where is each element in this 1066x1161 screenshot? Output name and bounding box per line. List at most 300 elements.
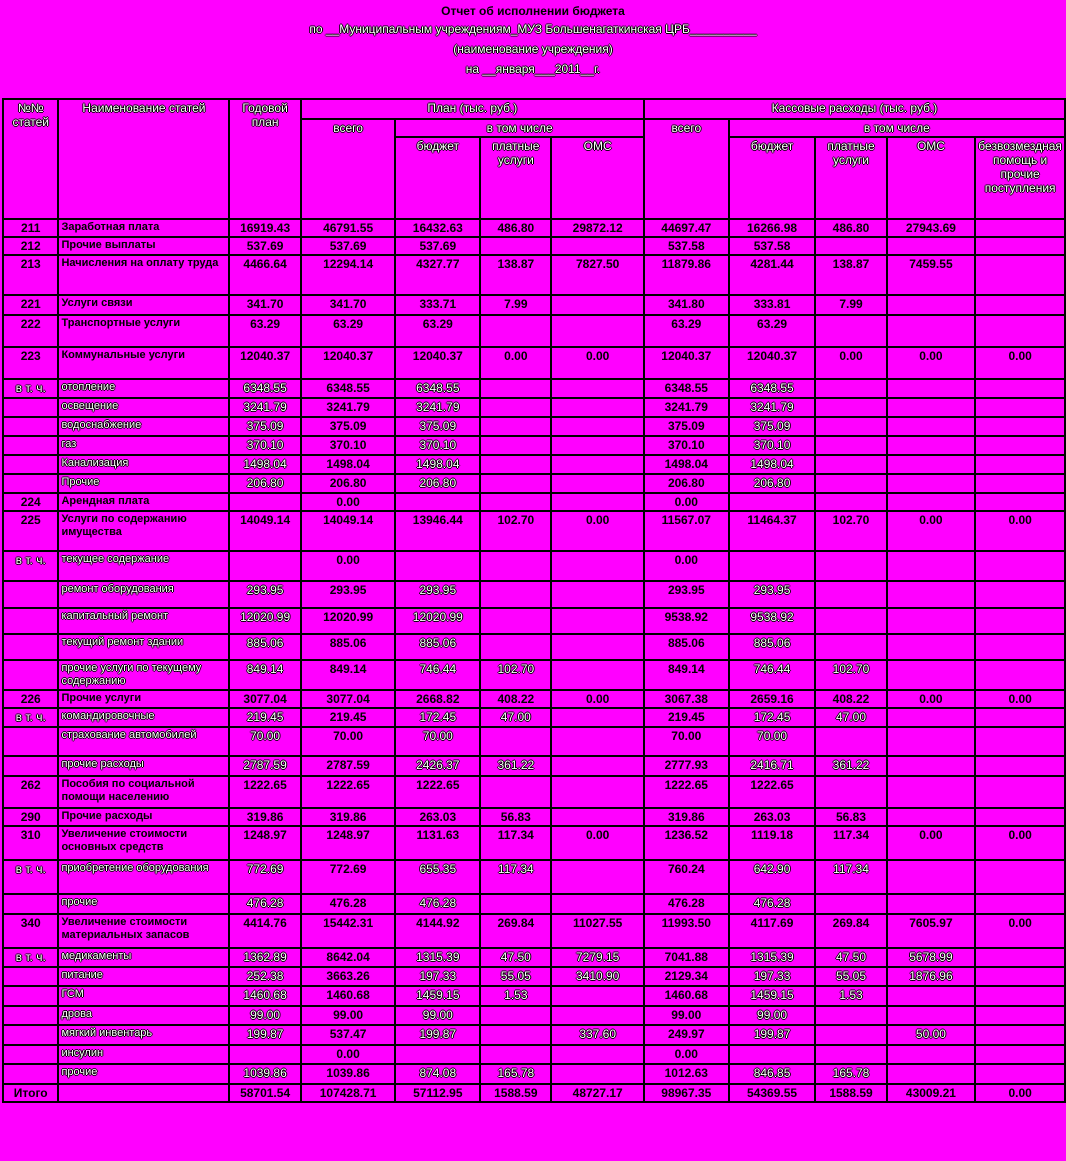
row-value: 249.97	[644, 1025, 729, 1045]
row-value: 107428.71	[301, 1084, 396, 1102]
row-value	[975, 948, 1065, 967]
row-value: 341.70	[229, 295, 300, 315]
row-value: 16266.98	[729, 219, 816, 237]
row-value	[480, 776, 551, 808]
row-value: 7279.15	[551, 948, 643, 967]
row-value	[887, 634, 976, 660]
row-value: 6348.55	[644, 379, 729, 398]
col-header-code: №№ статей	[3, 99, 58, 219]
col-header-annual: Годовой план	[229, 99, 300, 219]
row-name: страхование автомобилей	[58, 727, 229, 756]
row-value: 0.00	[551, 511, 643, 551]
row-value: 172.45	[729, 708, 816, 727]
row-value	[551, 727, 643, 756]
row-value: 14049.14	[229, 511, 300, 551]
row-value	[551, 1045, 643, 1064]
row-code: 221	[3, 295, 58, 315]
row-name: капитальный ремонт	[58, 608, 229, 634]
row-value	[975, 634, 1065, 660]
row-value	[729, 493, 816, 511]
row-name: водоснабжение	[58, 417, 229, 436]
table-row	[3, 581, 1065, 608]
row-value	[480, 634, 551, 660]
row-value	[229, 493, 300, 511]
table-row	[3, 1025, 1065, 1045]
row-value: 0.00	[887, 826, 976, 860]
row-value: 269.84	[815, 914, 886, 948]
row-value	[480, 894, 551, 914]
row-value: 4117.69	[729, 914, 816, 948]
row-value: 476.28	[301, 894, 396, 914]
row-value: 117.34	[815, 860, 886, 894]
row-value: 7.99	[480, 295, 551, 315]
row-name: Увеличение стоимости материальных запасов	[58, 914, 229, 948]
row-value: 29872.12	[551, 219, 643, 237]
row-value	[480, 493, 551, 511]
row-code	[3, 455, 58, 474]
row-value: 655.35	[395, 860, 480, 894]
row-value	[975, 436, 1065, 455]
row-value	[887, 986, 976, 1006]
col-header-plan-oms: ОМС	[551, 137, 643, 219]
row-name: прочие	[58, 894, 229, 914]
row-value: 1460.68	[644, 986, 729, 1006]
row-value: 3241.79	[229, 398, 300, 417]
row-value: 55.05	[480, 967, 551, 986]
table-row	[3, 894, 1065, 914]
row-value	[975, 776, 1065, 808]
row-code: в т. ч.	[3, 551, 58, 581]
row-value: 252.38	[229, 967, 300, 986]
row-value: 117.34	[480, 826, 551, 860]
row-value: 99.00	[301, 1006, 396, 1025]
row-value	[887, 455, 976, 474]
row-value	[815, 634, 886, 660]
row-value	[975, 894, 1065, 914]
row-value: 16919.43	[229, 219, 300, 237]
row-value: 0.00	[975, 690, 1065, 708]
row-value: 486.80	[815, 219, 886, 237]
table-row	[3, 255, 1065, 295]
table-row	[3, 1084, 1065, 1102]
row-value: 1459.15	[395, 986, 480, 1006]
row-code	[3, 986, 58, 1006]
row-value: 206.80	[729, 474, 816, 493]
col-header-cash-paid: платные услуги	[815, 137, 886, 219]
row-value: 0.00	[301, 551, 396, 581]
row-value: 537.69	[301, 237, 396, 255]
row-value: 269.84	[480, 914, 551, 948]
row-name: газ	[58, 436, 229, 455]
row-code: 212	[3, 237, 58, 255]
budget-table	[2, 98, 1066, 1103]
row-value: 370.10	[395, 436, 480, 455]
row-value	[551, 315, 643, 347]
row-code	[3, 1064, 58, 1084]
row-value: 1876.96	[887, 967, 976, 986]
row-value	[480, 379, 551, 398]
row-code: 226	[3, 690, 58, 708]
row-code: 222	[3, 315, 58, 347]
row-value: 885.06	[395, 634, 480, 660]
row-value: 11464.37	[729, 511, 816, 551]
row-value: 537.69	[229, 237, 300, 255]
row-value: 11567.07	[644, 511, 729, 551]
row-value: 2787.59	[229, 756, 300, 776]
row-value: 12294.14	[301, 255, 396, 295]
row-value: 375.09	[644, 417, 729, 436]
row-value: 2668.82	[395, 690, 480, 708]
row-value: 293.95	[229, 581, 300, 608]
row-value: 1.53	[815, 986, 886, 1006]
table-row	[3, 986, 1065, 1006]
row-value: 63.29	[644, 315, 729, 347]
row-value	[887, 1006, 976, 1025]
row-name: питание	[58, 967, 229, 986]
row-value: 5678.99	[887, 948, 976, 967]
row-value: 219.45	[229, 708, 300, 727]
row-value: 55.05	[815, 967, 886, 986]
row-value	[887, 237, 976, 255]
row-value: 0.00	[644, 1045, 729, 1064]
row-value	[887, 660, 976, 690]
row-value: 11993.50	[644, 914, 729, 948]
table-row	[3, 551, 1065, 581]
row-value	[480, 417, 551, 436]
row-value: 1498.04	[395, 455, 480, 474]
row-value: 63.29	[729, 315, 816, 347]
row-name: ремонт оборудования	[58, 581, 229, 608]
row-value: 3241.79	[301, 398, 396, 417]
row-value: 4144.92	[395, 914, 480, 948]
row-value: 117.34	[480, 860, 551, 894]
row-value	[975, 660, 1065, 690]
row-code: 262	[3, 776, 58, 808]
row-value	[887, 1064, 976, 1084]
row-value	[229, 1045, 300, 1064]
row-code	[3, 967, 58, 986]
row-value: 1460.68	[229, 986, 300, 1006]
row-value: 7605.97	[887, 914, 976, 948]
row-value	[480, 436, 551, 455]
table-row	[3, 237, 1065, 255]
row-name: отопление	[58, 379, 229, 398]
row-value: 642.90	[729, 860, 816, 894]
row-value: 375.09	[729, 417, 816, 436]
row-value: 7.99	[815, 295, 886, 315]
row-value	[551, 860, 643, 894]
row-code	[3, 436, 58, 455]
row-value: 370.10	[644, 436, 729, 455]
row-value: 476.28	[395, 894, 480, 914]
table-row	[3, 379, 1065, 398]
row-name: инсулин	[58, 1045, 229, 1064]
col-header-cash-free: безвозмездная помощь и прочие поступления	[975, 137, 1065, 219]
row-value	[480, 474, 551, 493]
row-value: 263.03	[729, 808, 816, 826]
row-value: 3077.04	[301, 690, 396, 708]
row-value	[887, 860, 976, 894]
table-row	[3, 808, 1065, 826]
row-value: 0.00	[480, 347, 551, 379]
row-value: 337.60	[551, 1025, 643, 1045]
row-value: 476.28	[729, 894, 816, 914]
row-value: 58701.54	[229, 1084, 300, 1102]
row-value	[975, 398, 1065, 417]
row-value	[887, 1045, 976, 1064]
row-code: в т. ч.	[3, 860, 58, 894]
row-value	[551, 756, 643, 776]
row-value	[480, 551, 551, 581]
row-value: 14049.14	[301, 511, 396, 551]
row-value: 197.33	[395, 967, 480, 986]
row-value	[815, 493, 886, 511]
row-value	[887, 776, 976, 808]
row-code: в т. ч.	[3, 948, 58, 967]
row-value: 48727.17	[551, 1084, 643, 1102]
row-value	[551, 436, 643, 455]
row-value: 746.44	[395, 660, 480, 690]
row-value	[551, 1006, 643, 1025]
table-row	[3, 776, 1065, 808]
row-value	[815, 1045, 886, 1064]
row-value	[480, 608, 551, 634]
row-value: 1498.04	[729, 455, 816, 474]
row-value: 6348.55	[729, 379, 816, 398]
table-row	[3, 634, 1065, 660]
row-value: 15442.31	[301, 914, 396, 948]
row-value: 885.06	[301, 634, 396, 660]
row-value	[975, 708, 1065, 727]
table-row	[3, 436, 1065, 455]
row-value	[887, 808, 976, 826]
report-institution-caption: (наименование учреждения)	[453, 42, 613, 56]
row-name: Прочие расходы	[58, 808, 229, 826]
row-value	[975, 756, 1065, 776]
row-value: 7041.88	[644, 948, 729, 967]
row-value: 138.87	[815, 255, 886, 295]
row-value: 6348.55	[395, 379, 480, 398]
row-value: 3067.38	[644, 690, 729, 708]
row-value: 0.00	[975, 826, 1065, 860]
row-value	[975, 1045, 1065, 1064]
row-value	[887, 474, 976, 493]
col-header-cash-total: всего	[644, 119, 729, 219]
row-value: 2129.34	[644, 967, 729, 986]
row-value: 408.22	[815, 690, 886, 708]
row-value: 43009.21	[887, 1084, 976, 1102]
row-value: 361.22	[815, 756, 886, 776]
row-value: 0.00	[887, 347, 976, 379]
row-value	[551, 237, 643, 255]
row-value: 70.00	[301, 727, 396, 756]
col-header-name: Наименование статей	[58, 99, 229, 219]
col-header-plan-incl: в том числе	[395, 119, 643, 137]
row-code	[3, 660, 58, 690]
row-value: 199.87	[395, 1025, 480, 1045]
row-value: 0.00	[551, 826, 643, 860]
row-value: 333.71	[395, 295, 480, 315]
row-value: 56.83	[480, 808, 551, 826]
row-value: 6348.55	[229, 379, 300, 398]
table-row	[3, 1045, 1065, 1064]
row-value: 1222.65	[229, 776, 300, 808]
row-value: 46791.55	[301, 219, 396, 237]
row-code	[3, 474, 58, 493]
row-value: 117.34	[815, 826, 886, 860]
row-value	[975, 315, 1065, 347]
row-value	[975, 986, 1065, 1006]
row-value	[975, 727, 1065, 756]
row-value: 760.24	[644, 860, 729, 894]
row-value: 319.86	[644, 808, 729, 826]
row-value: 885.06	[729, 634, 816, 660]
row-value: 47.00	[815, 708, 886, 727]
row-name	[58, 1084, 229, 1102]
row-value: 0.00	[975, 1084, 1065, 1102]
row-name: Пособия по социальной помощи населению	[58, 776, 229, 808]
row-value: 293.95	[729, 581, 816, 608]
row-value: 537.58	[729, 237, 816, 255]
row-value: 0.00	[551, 347, 643, 379]
row-value: 3241.79	[644, 398, 729, 417]
row-value: 293.95	[395, 581, 480, 608]
row-value: 537.47	[301, 1025, 396, 1045]
row-value	[480, 455, 551, 474]
row-value	[975, 1064, 1065, 1084]
row-value	[975, 808, 1065, 826]
row-value: 99.00	[395, 1006, 480, 1025]
row-value	[975, 295, 1065, 315]
row-name: дрова	[58, 1006, 229, 1025]
row-value: 99.00	[644, 1006, 729, 1025]
row-name: Услуги по содержанию имущества	[58, 511, 229, 551]
row-value: 8642.04	[301, 948, 396, 967]
row-name: текущее содержание	[58, 551, 229, 581]
row-value: 746.44	[729, 660, 816, 690]
table-row	[3, 608, 1065, 634]
row-value	[815, 237, 886, 255]
row-value	[887, 295, 976, 315]
row-value: 1039.86	[301, 1064, 396, 1084]
row-value	[815, 379, 886, 398]
row-value: 70.00	[229, 727, 300, 756]
row-value: 172.45	[395, 708, 480, 727]
row-value	[551, 398, 643, 417]
row-value: 3241.79	[395, 398, 480, 417]
row-value: 44697.47	[644, 219, 729, 237]
row-value	[975, 237, 1065, 255]
row-value: 370.10	[229, 436, 300, 455]
row-value: 219.45	[301, 708, 396, 727]
row-code: 223	[3, 347, 58, 379]
row-value: 206.80	[229, 474, 300, 493]
row-code	[3, 894, 58, 914]
row-value: 319.86	[229, 808, 300, 826]
row-value: 50.00	[887, 1025, 976, 1045]
row-value: 0.00	[975, 914, 1065, 948]
row-name: Заработная плата	[58, 219, 229, 237]
row-value: 849.14	[229, 660, 300, 690]
row-value	[975, 581, 1065, 608]
row-code	[3, 1025, 58, 1045]
row-value	[815, 608, 886, 634]
row-value: 0.00	[975, 511, 1065, 551]
row-value: 1012.63	[644, 1064, 729, 1084]
table-row	[3, 826, 1065, 860]
row-code	[3, 398, 58, 417]
row-value	[480, 237, 551, 255]
row-value: 7459.55	[887, 255, 976, 295]
col-header-plan-paid: платные услуги	[480, 137, 551, 219]
row-value: 4281.44	[729, 255, 816, 295]
row-value	[551, 634, 643, 660]
row-value: 3663.26	[301, 967, 396, 986]
row-value	[975, 474, 1065, 493]
row-name: текущий ремонт здании	[58, 634, 229, 660]
row-name: прочие	[58, 1064, 229, 1084]
row-value: 206.80	[644, 474, 729, 493]
table-row	[3, 756, 1065, 776]
col-header-plan-budget: бюджет	[395, 137, 480, 219]
row-value	[975, 551, 1065, 581]
row-name: Увеличение стоимости основных средств	[58, 826, 229, 860]
row-value: 476.28	[229, 894, 300, 914]
row-value: 846.85	[729, 1064, 816, 1084]
row-value: 1248.97	[301, 826, 396, 860]
row-value: 138.87	[480, 255, 551, 295]
row-value: 54369.55	[729, 1084, 816, 1102]
row-value	[815, 436, 886, 455]
row-value	[975, 417, 1065, 436]
row-value: 11879.86	[644, 255, 729, 295]
table-row	[3, 708, 1065, 727]
row-value: 1131.63	[395, 826, 480, 860]
row-name: Арендная плата	[58, 493, 229, 511]
row-name: приобретение оборудования	[58, 860, 229, 894]
report-date: на __января___2011__г.	[465, 62, 601, 76]
row-value	[975, 608, 1065, 634]
row-value: 341.80	[644, 295, 729, 315]
row-value	[551, 493, 643, 511]
row-value: 13946.44	[395, 511, 480, 551]
row-value: 6348.55	[301, 379, 396, 398]
row-value: 4466.64	[229, 255, 300, 295]
row-code: 310	[3, 826, 58, 860]
row-value: 1498.04	[644, 455, 729, 474]
row-code: в т. ч.	[3, 708, 58, 727]
row-value	[887, 398, 976, 417]
table-row	[3, 948, 1065, 967]
row-value: 47.00	[480, 708, 551, 727]
row-value	[887, 581, 976, 608]
row-value: 47.50	[480, 948, 551, 967]
row-value: 165.78	[815, 1064, 886, 1084]
row-value	[551, 776, 643, 808]
table-row	[3, 1006, 1065, 1025]
row-value	[480, 727, 551, 756]
row-name: медикаменты	[58, 948, 229, 967]
row-value: 102.70	[480, 511, 551, 551]
row-value: 206.80	[395, 474, 480, 493]
row-value	[551, 660, 643, 690]
row-value: 1362.89	[229, 948, 300, 967]
row-value: 16432.63	[395, 219, 480, 237]
col-header-cash-incl: в том числе	[729, 119, 1065, 137]
row-value	[480, 315, 551, 347]
row-value: 341.70	[301, 295, 396, 315]
table-row	[3, 860, 1065, 894]
